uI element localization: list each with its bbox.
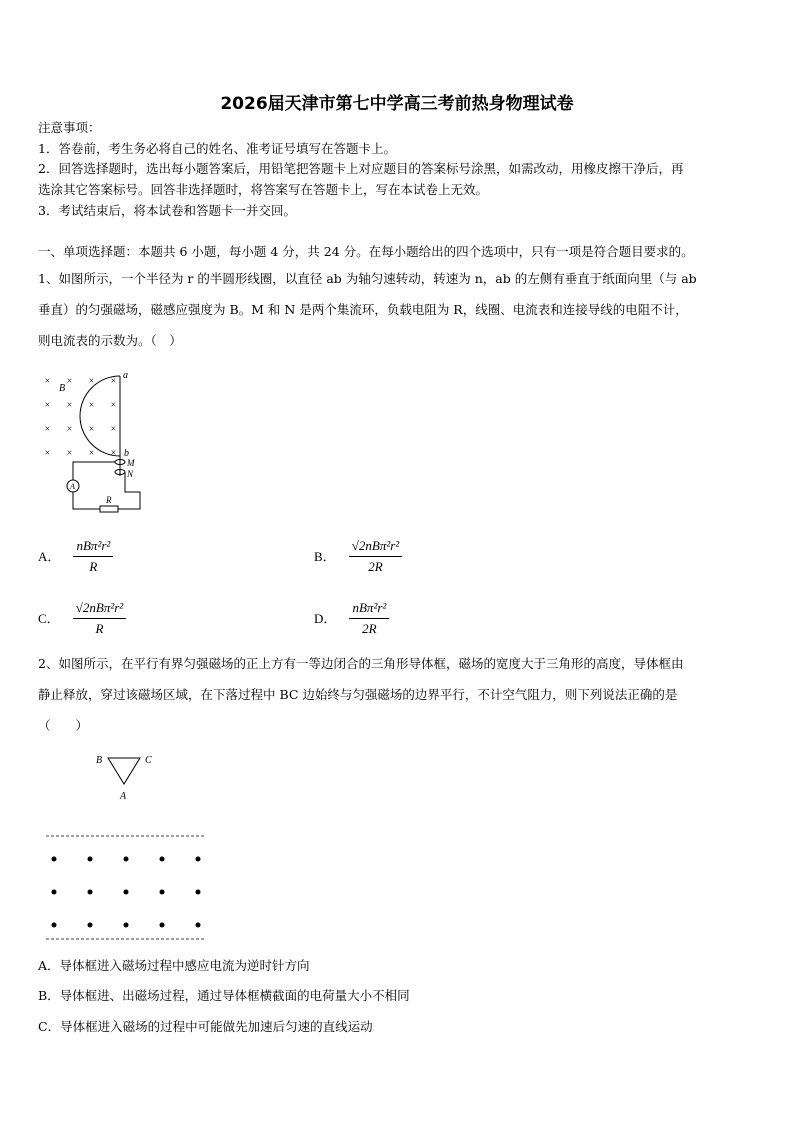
- option-label: D．: [314, 611, 337, 626]
- question-2-option-C[interactable]: C．导体框进入磁场的过程中可能做先加速后匀速的直线运动: [38, 1019, 373, 1034]
- svg-text:×: ×: [88, 400, 95, 411]
- option-A[interactable]: [38, 538, 113, 575]
- label-a: a: [123, 370, 128, 381]
- label-b: b: [124, 448, 129, 459]
- svg-text:×: ×: [44, 448, 51, 459]
- svg-text:×: ×: [66, 448, 73, 459]
- label-A: A: [120, 791, 127, 802]
- resistor-label: R: [106, 495, 112, 505]
- notice-item: 3．考试结束后，将本试卷和答题卡一并交回。: [38, 203, 296, 218]
- option-B[interactable]: [314, 538, 402, 575]
- question-2-line: （ ）: [38, 718, 89, 733]
- label-M: M: [127, 458, 135, 468]
- ammeter-label: A: [70, 482, 75, 491]
- fraction-denominator: 2R: [362, 621, 377, 636]
- page-title: 2026届天津市第七中学高三考前热身物理试卷: [220, 94, 574, 114]
- svg-text:×: ×: [110, 424, 117, 435]
- svg-text:×: ×: [44, 376, 51, 387]
- fraction-numerator: nBπ²r²: [73, 538, 113, 557]
- section-heading: 一、单项选择题：本题共 6 小题，每小题 4 分，共 24 分。在每小题给出的四个选项中，只有一项是符合题目要求的。: [38, 244, 694, 259]
- label-C: C: [145, 755, 152, 766]
- option-label: C．: [38, 611, 60, 626]
- question-2-option-B[interactable]: B．导体框进、出磁场过程，通过导体框横截面的电荷量大小不相同: [38, 988, 410, 1003]
- fraction-numerator: nBπ²r²: [349, 600, 389, 619]
- svg-text:×: ×: [88, 448, 95, 459]
- svg-text:×: ×: [110, 448, 117, 459]
- svg-text:×: ×: [66, 376, 73, 387]
- svg-text:×: ×: [44, 400, 51, 411]
- svg-text:×: ×: [110, 400, 117, 411]
- option-label: B．: [314, 549, 336, 564]
- resistor: [100, 506, 118, 512]
- option-label: A．: [38, 549, 61, 564]
- fraction-numerator: √2nBπ²r²: [73, 600, 126, 619]
- svg-text:×: ×: [88, 376, 95, 387]
- fraction-denominator: 2R: [368, 559, 383, 574]
- semicircle-coil: [80, 376, 120, 456]
- magnetic-field-dots: [52, 857, 201, 928]
- svg-text:×: ×: [110, 376, 117, 387]
- svg-text:×: ×: [66, 424, 73, 435]
- option-D[interactable]: [314, 600, 389, 637]
- svg-text:×: ×: [88, 424, 95, 435]
- label-N: N: [127, 469, 134, 479]
- question-1-line: 1、如图所示，一个半径为 r 的半圆形线圈，以直径 ab 为轴匀速转动，转速为 n，ab 的左侧有垂直于纸面向里（与 ab: [38, 271, 697, 286]
- question-2-option-A[interactable]: A．导体框进入磁场过程中感应电流为逆时针方向: [38, 958, 310, 973]
- label-B: B: [96, 755, 103, 766]
- fraction-denominator: R: [89, 559, 98, 574]
- option-C[interactable]: [38, 600, 126, 637]
- field-label-B: B: [59, 383, 66, 394]
- notice-item: 1．答卷前，考生务必将自己的姓名、准考证号填写在答题卡上。: [38, 141, 396, 156]
- fraction-denominator: R: [95, 621, 104, 636]
- notice-heading: 注意事项：: [38, 120, 101, 135]
- question-1-line: 则电流表的示数为。（ ）: [38, 333, 182, 348]
- question-1-line: 垂直）的匀强磁场，磁感应强度为 B。M 和 N 是两个集流环，负载电阻为 R，线圈、电流表和连接导线的电阻不计，: [38, 302, 688, 317]
- notice-item: 选涂其它答案标号。回答非选择题时，将答案写在答题卡上，写在本试卷上无效。: [38, 182, 489, 197]
- question-2-line: 静止释放，穿过该磁场区域，在下落过程中 BC 边始终与匀强磁场的边界平行，不计空气阻力，则下列说法正确的是: [38, 687, 678, 702]
- fraction-numerator: √2nBπ²r²: [349, 538, 402, 557]
- question-1-figure: [38, 368, 148, 518]
- triangle-frame: [108, 758, 140, 784]
- svg-text:×: ×: [66, 400, 73, 411]
- question-2-figure: [38, 748, 218, 944]
- svg-text:×: ×: [44, 424, 51, 435]
- question-2-line: 2、如图所示，在平行有界匀强磁场的正上方有一等边闭合的三角形导体框，磁场的宽度大于三角形的高度，导体框由: [38, 656, 684, 671]
- notice-item: 2．回答选择题时，选出每小题答案后，用铅笔把答题卡上对应题目的答案标号涂黑，如需改动，用橡皮擦干净后，再: [38, 161, 684, 176]
